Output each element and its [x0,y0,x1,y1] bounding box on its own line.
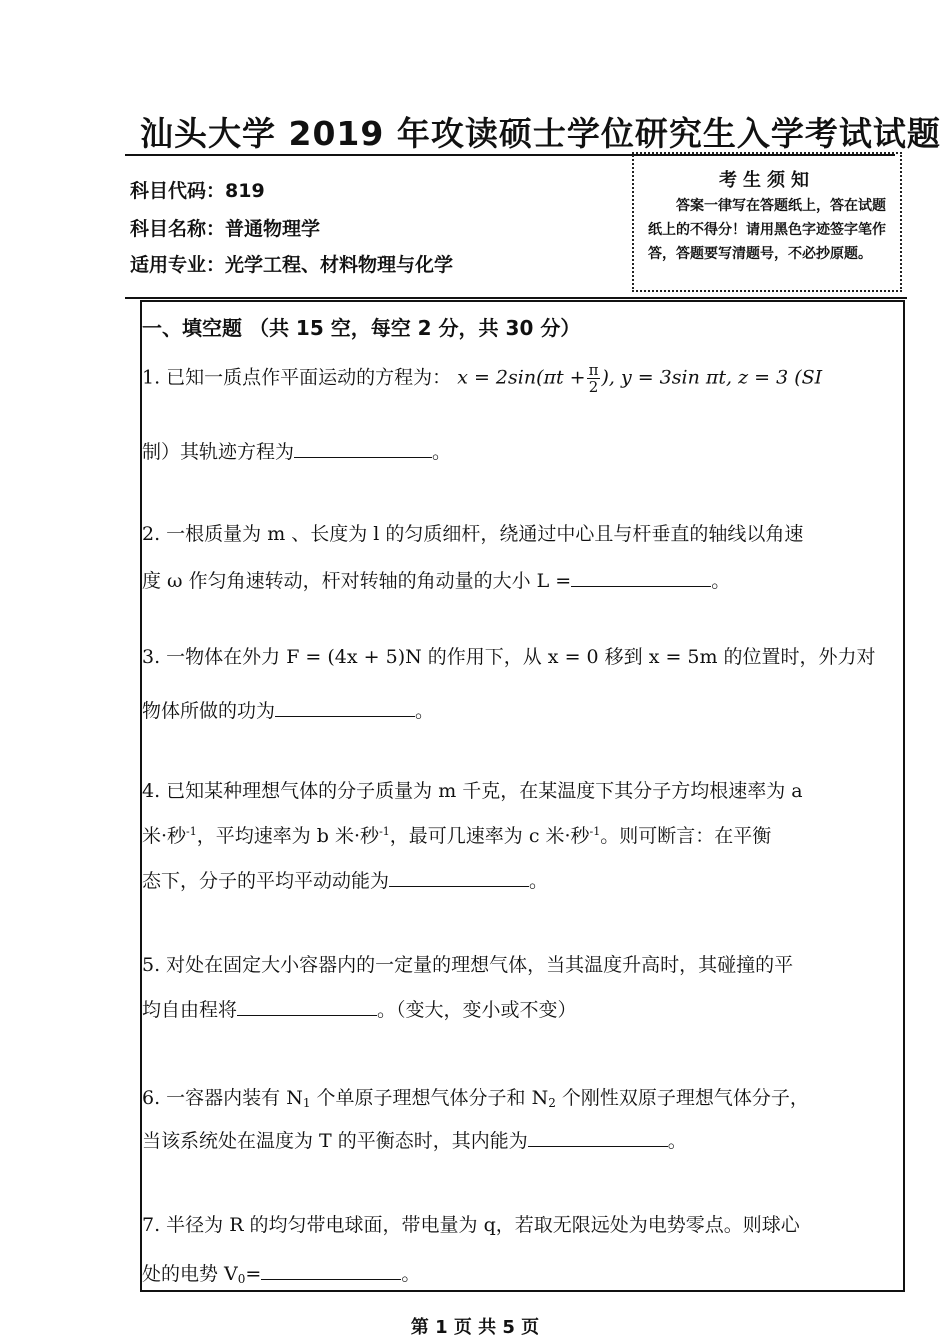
q4-text-b: ，平均速率为 b 米·秒 [196,825,380,847]
applicable-majors: 适用专业：光学工程、材料物理与化学 [130,254,454,276]
answer-blank[interactable] [571,568,711,587]
answer-blank[interactable] [294,439,432,458]
q4-text-3: 态下，分子的平均平动动能为 [142,870,390,892]
fraction-numerator: π [588,361,599,379]
question-2-line-1: 2. 一根质量为 m 、长度为 l 的匀质细杆，绕通过中心且与杆垂直的轴线以角速 [142,523,804,545]
question-7-line-2 [142,1259,420,1286]
q3-text-2: 物体所做的功为 [142,700,276,722]
subscript: 1 [302,1096,311,1110]
q6-text-a: 6. 一容器内装有 N [142,1087,303,1109]
exponent: -1 [186,825,197,838]
question-4-line-3 [142,866,548,893]
subject-code: 科目代码：819 [130,180,265,202]
punct: 。 [667,1130,687,1152]
punct: 。 [711,570,731,592]
question-2-line-2 [142,566,730,593]
subscript: 0 [237,1272,246,1286]
punct: 。 [529,870,549,892]
question-1-line-1 [142,362,822,395]
punct: 。 [415,700,435,722]
frame-top-rule [125,297,907,299]
question-7-line-1: 7. 半径为 R 的均匀带电球面，带电量为 q，若取无限远处为电势零点。则球心 [142,1214,800,1236]
question-1-line-2 [142,437,451,464]
subject-name: 科目名称：普通物理学 [130,218,321,240]
exponent: -1 [379,825,390,838]
q6-text-c: 个刚性双原子理想气体分子， [555,1087,809,1109]
answer-blank[interactable] [389,868,529,887]
question-6-line-2 [142,1126,687,1153]
notice-body: 答案一律写在答题纸上，答在试题纸上的不得分！请用黑色字迹签字笔作答，答题要写清题号，不必抄原题。 [648,198,886,262]
q1-equation-x: x = 2sin(πt + [457,366,586,389]
exponent: -1 [589,825,601,838]
q7-text-2: 处的电势 V [142,1263,238,1285]
question-3-line-1: 3. 一物体在外力 F = (4x + 5)N 的作用下，从 x = 0 移到 x = 5m 的位置时，外力对 [142,646,876,668]
q1-text-2: 制）其轨迹方程为 [142,441,295,463]
q6-text-b: 个单原子理想气体分子和 N [310,1087,549,1109]
answer-blank[interactable] [237,997,377,1016]
subscript: 2 [548,1096,556,1110]
answer-blank[interactable] [528,1128,668,1147]
punct: 。 [401,1263,421,1285]
question-6-line-1 [142,1083,809,1110]
question-5-line-2 [142,995,577,1022]
punct: 。 [432,441,452,463]
fraction-denominator: 2 [588,378,599,396]
section-heading: 一、填空题 （共 15 空，每空 2 分，共 30 分） [142,316,581,340]
q1-fraction [587,362,601,395]
q2-text-2: 度 ω 作匀角速转动，杆对转轴的角动量的大小 L = [142,570,572,592]
punct: 。（变大，变小或不变） [377,999,577,1021]
q5-text-2: 均自由程将 [142,999,238,1021]
q4-text-c: ，最可几速率为 c 米·秒 [389,825,590,847]
q6-text-2: 当该系统处在温度为 T 的平衡态时，其内能为 [142,1130,528,1152]
equals-sign: = [245,1263,262,1285]
page-title: 汕头大学 2019 年攻读硕士学位研究生入学考试试题 [140,114,941,153]
answer-blank[interactable] [261,1261,401,1280]
notice-title: 考生须知 [719,170,815,191]
candidate-notice-box [632,152,902,292]
question-5-line-1: 5. 对处在固定大小容器内的一定量的理想气体，当其温度升高时，其碰撞的平 [142,954,794,976]
q4-text-a: 米·秒 [142,825,187,847]
answer-blank[interactable] [275,698,415,717]
page-footer: 第 1 页 共 5 页 [410,1317,540,1338]
question-4-line-1: 4. 已知某种理想气体的分子质量为 m 千克，在某温度下其分子方均根速率为 a [142,780,803,802]
question-4-line-2 [142,821,771,848]
q1-text: 1. 已知一质点作平面运动的方程为： [142,366,452,389]
q4-text-d: 。则可断言：在平衡 [600,825,772,847]
q1-equation-yz: ), y = 3sin πt, z = 3 (SI [601,366,823,389]
question-3-line-2 [142,696,434,723]
